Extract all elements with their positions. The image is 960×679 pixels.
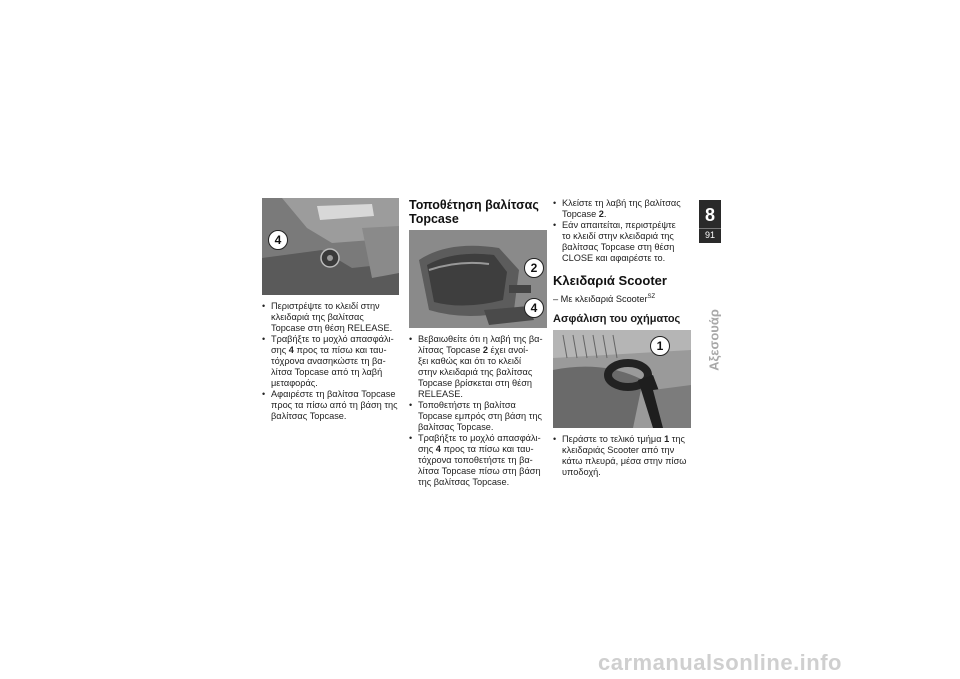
option-note xyxy=(553,292,695,305)
col3-bullets-bottom xyxy=(553,434,695,478)
callout-4: 4 xyxy=(268,230,288,250)
text: Τραβήξτε το μοχλό απασφάλι- σης xyxy=(418,433,541,454)
photo-topcase-mount xyxy=(409,230,547,328)
page-number: 91 xyxy=(704,230,715,240)
text: έχει ανοί- ξει καθώς και ότι το κλειδί στην κλειδαριά της βαλίτσας Topcase βρίσκεται στη θέση RELEASE. xyxy=(418,345,533,399)
ref-number: 1 xyxy=(664,434,670,445)
text: της κλειδαριάς Scooter από την κάτω πλευρά, μέσα στην πίσω υποδοχή. xyxy=(562,434,687,478)
list-item xyxy=(553,434,695,478)
ref-number: 4 xyxy=(288,345,294,355)
text: προς τα πίσω και ταυ- τόχρονα ανασηκώστε τη βα- λίτσα Topcase από τη λαβή μεταφοράς. xyxy=(271,345,387,388)
column-3 xyxy=(553,198,695,478)
photo-topcase-release xyxy=(262,198,399,295)
list-item: • Αφαιρέστε τη βαλίτσα Topcase προς τα πίσω από τη βάση της βαλίτσας Topcase. xyxy=(262,389,402,422)
list-item: • Περιστρέψτε το κλειδί στην κλειδαριά της βαλίτσας Topcase στη θέση RELEASE. xyxy=(262,301,402,334)
column-2 xyxy=(409,198,549,488)
col3-bullets-top xyxy=(553,198,695,264)
list-item xyxy=(409,334,549,400)
photo-scooter-lock xyxy=(553,330,691,428)
text: Κλείστε τη λαβή της βαλίτσας Topcase xyxy=(562,198,681,219)
text: Βεβαιωθείτε ότι η λαβή της βα- λίτσας Topcase xyxy=(418,334,543,355)
text: – Με κλειδαριά Scooter xyxy=(553,294,648,305)
list-item: • Τοποθετήστε τη βαλίτσα Topcase εμπρός στη βάση της βαλίτσας Topcase. xyxy=(409,400,549,433)
col1-bullets xyxy=(262,301,402,422)
column-1 xyxy=(262,198,402,422)
option-code: SZ xyxy=(647,294,656,300)
text: Περάστε το τελικό τμήμα xyxy=(562,434,665,445)
chapter-number: 8 xyxy=(704,205,715,225)
subsection-heading: Ασφάλιση του οχήματος xyxy=(553,313,681,326)
list-item xyxy=(553,198,695,220)
section-heading: Τοποθέτηση βαλίτσας Topcase xyxy=(409,198,539,226)
watermark: carmanualsonline.info xyxy=(598,650,842,675)
list-item xyxy=(409,433,549,488)
text: Τραβήξτε το μοχλό απασφάλι- σης xyxy=(271,334,394,355)
callout-1: 1 xyxy=(650,336,670,356)
callout-4: 4 xyxy=(524,298,544,318)
section-heading: Κλειδαριά Scooter xyxy=(553,273,667,288)
ref-number: 4 xyxy=(435,444,441,454)
list-item: • Εάν απαιτείται, περιστρέψτε το κλειδί στην κλειδαριά της βαλίτσας Topcase στη θέση CLOSE και αφαιρέστε το. xyxy=(553,220,695,264)
chapter-side-title: Αξεσουάρ xyxy=(706,309,722,371)
text: προς τα πίσω και ταυ- τόχρονα τοποθετήστε τη βα- λίτσα Topcase πίσω στη βάση της βαλίτσας Topcase. xyxy=(418,444,541,487)
col2-bullets xyxy=(409,334,549,488)
ref-number: 2 xyxy=(598,209,604,219)
ref-number: 2 xyxy=(482,345,488,355)
callout-2: 2 xyxy=(524,258,544,278)
list-item xyxy=(262,334,402,389)
photo-scooter-lock-graphic xyxy=(553,330,691,428)
text: . xyxy=(603,209,607,219)
